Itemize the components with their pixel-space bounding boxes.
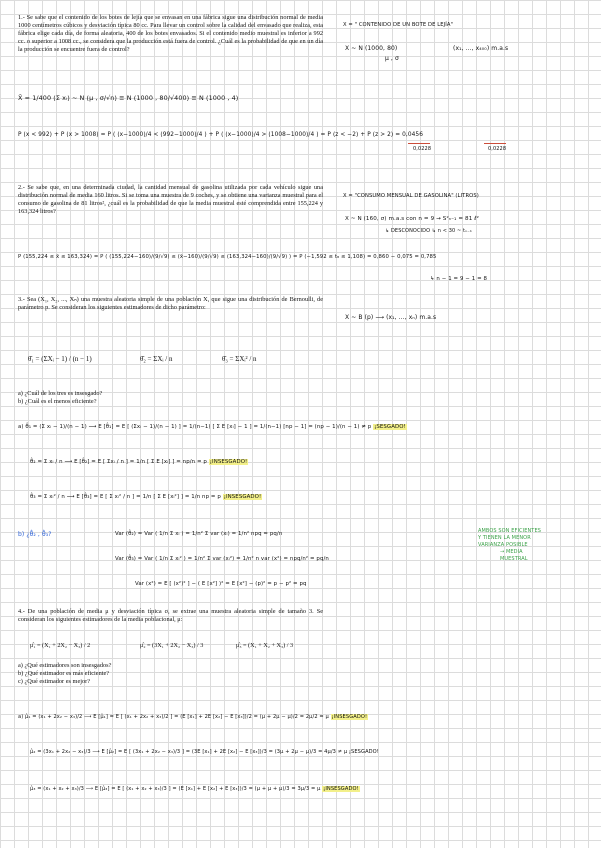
p3-a-theta3-tag: ¡INSESGADO! [223, 494, 262, 500]
p4-estimator-3: μ̂₃ = (X₁ + X₂ + X₃) / 3 [236, 642, 294, 649]
p1-partial-right: 0,0228 [488, 146, 507, 152]
p3-b-var-x2: Var (x²) = E [ (x²)² ] − ( E [x²] )² = E [x²] − (p)² = p − p² = pq [135, 581, 307, 587]
p1-sample-mean: X̄ = 1/400 (Σ xᵢ) ~ N (μ , σ/√n) ≡ N (1000 , 80/√400) ≡ N (1000 , 4) [18, 94, 239, 102]
problem-3-text: 3.- Sea (X₁, X₂, ..., Xₙ) una muestra aleatoria simple de una población X, que sigue una distribución de Bernoulli, de parámetro p. Se consideran los siguientes estimadores de dicho parámetro: [18, 296, 323, 312]
p3-a-theta2: θ̂₂ = Σ xᵢ / n ⟶ E [θ̂₂] = E [ Σxᵢ / n ] = 1/n [ Σ E [xᵢ] ] = np/n = p ¡INSESGADO! [30, 459, 248, 465]
p4-a-mu3: μ̂₃ = (x₁ + x₂ + x₃)/3 ⟶ E [μ̂₃] = E [ (x₁ + x₂ + x₃)/3 ] = (E [x₁] + E [x₂] + E [x₃])/3 = (μ + μ + μ)/3 = 3μ/3 = μ ¡INSESGADO! [30, 786, 359, 792]
p3-a-theta3: θ̂₃ = Σ xᵢ² / n ⟶ E [θ̂₃] = E [ Σ xᵢ² / n ] = 1/n [ Σ E [xᵢ²] ] = 1/n np = p ¡INSESGADO! [30, 494, 262, 500]
p3-conclusion-line-2: Y TIENEN LA MENOR [478, 535, 531, 541]
p3-question-a: a) ¿Cuál de los tres es insesgado? [18, 390, 103, 397]
p3-b-var-theta2: Var (θ̂₂) = Var ( 1/n Σ xᵢ ) = 1/n² Σ var (xᵢ) = 1/n² npq = pq/n [115, 531, 283, 537]
p3-question-b: b) ¿Cuál es el menos eficiente? [18, 398, 97, 406]
problem-1-text: 1.- Se sabe que el contenido de los botes de lejía que se envasan en una fábrica sigue una distribución normal de media 1000 centímetros cúbicos y desviación típica 80 cc. Para llevar un control sobre la calidad del envasado que realiza, esta fábrica elige cada día, de forma aleatoria, 400 de los botes envasados. Si el contenido medio muestral es inferior a 992 cc. o superior a 1008 cc., se considera que la producción está fuera de control. ¿Cuál es la probabilidad de que en un día la producción se encuentre fuera de control? [18, 14, 323, 54]
p3-b-label: b) ¿θ̂₂ , θ̂₃? [18, 531, 52, 538]
p3-conclusion-line-5: MUESTRAL [500, 556, 528, 562]
p4-questions [18, 662, 111, 687]
p4-a-mu3-tag: ¡INSESGADO! [323, 786, 359, 792]
p4-a-mu1-tag: ¡INSESGADO! [331, 714, 368, 720]
problem-2-text: 2.- Se sabe que, en una determinada ciudad, la cantidad mensual de gasolina utilizada por cada vehículo sigue una distribución normal de media 160 litros. Si se toma una muestra de 9 coches, y se obtiene una varianza muestral para el consumo de gasolina de 81 litros², ¿cuál es la probabilidad de que la media muestral esté comprendida entre 155,224 y 163,324 litros? [18, 184, 323, 216]
p4-a-mu1: a) μ̂₁ = (x₁ + 2x₂ − x₃)/2 ⟶ E [μ̂₁] = E [ (x₁ + 2x₂ + x₃)/2 ] = (E [x₁] + 2E [x₂] − E [x₃])/2 = (μ + 2μ − μ)/2 = 2μ/2 = μ ¡INSESGADO! [18, 714, 368, 720]
p3-distribution: X ~ B (p) ⟶ (x₁, ..., xₙ) m.a.s [345, 314, 437, 321]
p1-distribution: X ~ N (1000, 80) [345, 45, 398, 52]
p3-conclusion-line-4: → MEDIA [500, 549, 523, 555]
p2-degrees-of-freedom: ↳ n − 1 = 9 − 1 = 8 [430, 276, 488, 282]
p1-sample: (x₁, ..., x₄₀₀) m.a.s [453, 45, 509, 52]
p2-variable-definition: X = "CONSUMO MENSUAL DE GASOLINA" (LITROS) [343, 193, 479, 199]
p2-probability: P (155,224 ≤ x̄ ≤ 163,324) = P ( (155,224−160)/(9/√9) ≤ (x̄−160)/(9/√9) ≤ (163,324−160)/(9/√9) ) = P (−1,592 ≤ t₈ ≤ 1,108) = 0,860 − 0,075 = 0,785 [18, 254, 437, 260]
p3-estimator-1: θ̂₁ = (ΣXᵢ − 1) / (n − 1) [28, 355, 92, 363]
red-underline [408, 143, 430, 144]
p4-estimator-2: μ̂₂ = (3X₁ + 2X₂ − X₃) / 3 [140, 642, 204, 649]
p4-a-mu2: μ̂₂ = (3x₁ + 2x₂ − x₃)/3 ⟶ E [μ̂₂] = E [ (3x₁ + 2x₂ − x₃)/3 ] = (3E [x₁] + 2E [x₂] − E [x₃])/3 = (3μ + 2μ − μ)/3 = 4μ/3 ≠ μ ¡SESGADO! [30, 749, 379, 755]
p4-question-c: c) ¿Qué estimador es mejor? [18, 678, 91, 686]
p2-unknown-sigma: ↳ DESCONOCIDO ↳ n < 30 ~ tₙ₋₁ [385, 228, 472, 234]
p3-conclusion-line-3: VARIANZA POSIBLE [478, 542, 528, 548]
p4-estimator-1: μ̂₁ = (X₁ + 2X₂ − X₃) / 2 [30, 642, 91, 649]
p4-question-a: a) ¿Qué estimadores son insesgados? [18, 662, 112, 669]
p1-parameters: μ , σ [385, 55, 399, 62]
p2-distribution: X ~ N (160, σ) m.a.s con n = 9 → S²ₙ₋₁ = 81 ℓ² [345, 216, 480, 222]
p3-estimator-3: θ̂₃ = ΣXᵢ² / n [222, 355, 257, 363]
problem-4-text: 4.- De una población de media μ y desviación típica σ, se extrae una muestra aleatoria simple de tamaño 3. Se consideran los siguientes estimadores de la media poblacional, μ: [18, 608, 323, 624]
p1-partial-left: 0,0228 [413, 146, 432, 152]
red-underline [484, 143, 506, 144]
p4-question-b: b) ¿Qué estimador es más eficiente? [18, 670, 110, 678]
p3-a-theta1-tag: ¡SESGADO! [374, 424, 406, 430]
p3-conclusion-line-1: AMBOS SON EFICIENTES [478, 528, 541, 534]
p3-a-theta1: a) θ̂₁ = (Σ xᵢ − 1)/(n − 1) ⟶ E [θ̂₁] = E [ (Σxᵢ − 1)/(n − 1) ] = 1/(n−1) [ Σ E [xᵢ] − 1 ] = 1/(n−1) [np − 1] = (np − 1)/(n − 1) ≠ p ¡SESGADO! [18, 424, 406, 430]
p3-questions [18, 390, 102, 406]
p3-conclusion-note [478, 528, 541, 563]
p1-probability: P (x < 992) + P (x > 1008) = P ( (x−1000)/4 < (992−1000)/4 ) + P ( (x−1000)/4 > (1008−1000)/4 ) = P (z < −2) + P (z > 2) = 0,0456 [18, 132, 424, 138]
p3-b-var-theta3: Var (θ̂₃) = Var ( 1/n Σ xᵢ² ) = 1/n² Σ var (xᵢ²) = 1/n² n var (x²) = npq/n² = pq/n [115, 556, 329, 562]
p3-a-theta2-tag: ¡INSESGADO! [209, 459, 248, 465]
p1-variable-definition: X = " CONTENIDO DE UN BOTE DE LEJÍA" [343, 22, 453, 28]
p3-estimator-2: θ̂₂ = ΣXᵢ / n [140, 355, 173, 363]
p4-a-mu2-tag: ¡SESGADO! [348, 749, 379, 755]
